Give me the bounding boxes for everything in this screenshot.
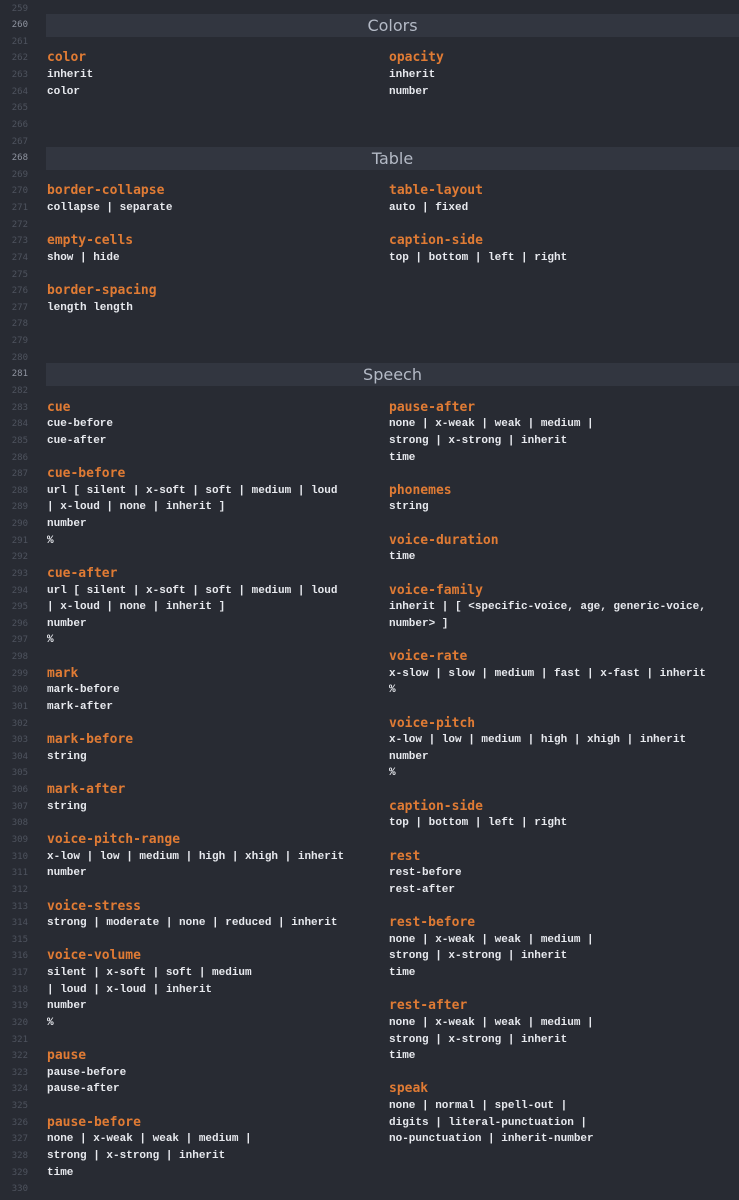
property-value: cue-before xyxy=(47,418,114,431)
line-number: 324 xyxy=(11,1084,28,1095)
property-name: voice-pitch xyxy=(389,715,476,731)
section-header-speech xyxy=(46,363,739,386)
property-name: speak xyxy=(389,1081,429,1097)
property-value: % xyxy=(389,767,396,780)
property-name: pause xyxy=(47,1048,87,1064)
line-number: 313 xyxy=(11,901,28,912)
line-number: 280 xyxy=(11,352,28,363)
property-name: opacity xyxy=(389,50,444,66)
property-value: strong | x-strong | inherit xyxy=(47,1149,226,1162)
property-name: caption-side xyxy=(389,798,483,814)
line-number: 270 xyxy=(11,186,28,197)
property-value: number xyxy=(47,1000,87,1013)
property-value: number xyxy=(389,750,429,763)
property-value: | x-loud | none | inherit ] xyxy=(47,601,226,614)
line-number: 301 xyxy=(11,701,28,712)
line-number: 326 xyxy=(11,1117,28,1128)
property-value: inherit | [ <specific-voice, age, generic-voice, xyxy=(389,601,706,614)
section-header-colors xyxy=(46,14,739,37)
property-value: x-low | low | medium | high | xhigh | inherit xyxy=(47,850,345,863)
property-value: number xyxy=(389,85,429,98)
property-value: | loud | x-loud | inherit xyxy=(47,983,213,996)
line-number: 315 xyxy=(11,934,28,945)
line-number: 297 xyxy=(11,635,28,646)
property-value: strong | moderate | none | reduced | inherit xyxy=(47,917,338,930)
property-value: length length xyxy=(47,301,133,314)
property-value: silent | x-soft | soft | medium xyxy=(47,967,252,980)
line-number: 296 xyxy=(11,618,28,629)
property-name: color xyxy=(47,50,87,66)
property-name: mark-after xyxy=(47,782,126,798)
line-number: 303 xyxy=(11,735,28,746)
line-number: 275 xyxy=(11,269,28,280)
line-number: 286 xyxy=(11,452,28,463)
property-value: url [ silent | x-soft | soft | medium | loud xyxy=(47,484,338,497)
property-value: string xyxy=(389,501,429,514)
section-header-table xyxy=(46,147,739,170)
property-value: none | x-weak | weak | medium | xyxy=(389,1016,594,1029)
line-number: 299 xyxy=(11,668,28,679)
line-number: 292 xyxy=(11,552,28,563)
property-value: x-low | low | medium | high | xhigh | inherit xyxy=(389,734,687,747)
line-number: 290 xyxy=(11,519,28,530)
property-value: time xyxy=(389,551,416,564)
property-value: string xyxy=(47,750,87,763)
property-name: table-layout xyxy=(389,183,483,199)
line-number: 321 xyxy=(11,1034,28,1045)
line-number: 281 xyxy=(11,369,28,380)
line-number: 306 xyxy=(11,785,28,796)
line-number: 287 xyxy=(11,469,28,480)
line-number: 317 xyxy=(11,968,28,979)
line-number: 310 xyxy=(11,851,28,862)
property-value: cue-after xyxy=(47,434,107,447)
line-number: 309 xyxy=(11,835,28,845)
property-name: border-collapse xyxy=(47,183,165,199)
line-number: 265 xyxy=(11,103,28,114)
property-value: show | hide xyxy=(47,251,120,264)
line-number: 304 xyxy=(11,751,28,762)
property-value: time xyxy=(389,451,416,464)
property-value: string xyxy=(47,800,87,813)
property-name: phonemes xyxy=(389,482,452,498)
line-number: 276 xyxy=(11,286,28,297)
line-number: 261 xyxy=(11,36,28,47)
property-value: none | normal | spell-out | xyxy=(389,1100,568,1113)
property-value: % xyxy=(389,684,396,697)
property-name: pause-after xyxy=(389,399,476,415)
property-value: rest-after xyxy=(389,883,456,896)
line-number: 318 xyxy=(11,984,28,995)
property-value: rest-before xyxy=(389,867,462,880)
line-number: 308 xyxy=(11,818,28,829)
line-number: 285 xyxy=(11,435,28,446)
line-number: 284 xyxy=(11,419,28,430)
property-value: % xyxy=(47,1016,54,1029)
property-name: rest xyxy=(389,848,421,864)
property-name: voice-duration xyxy=(389,532,499,548)
property-value: none | x-weak | weak | medium | xyxy=(389,418,594,431)
property-value: number xyxy=(47,518,87,531)
property-value: inherit xyxy=(389,69,436,82)
line-number: 268 xyxy=(11,153,28,164)
property-value: time xyxy=(47,1166,74,1179)
line-number: 294 xyxy=(11,585,28,596)
property-value: strong | x-strong | inherit xyxy=(389,950,568,963)
property-value: no-punctuation | inherit-number xyxy=(389,1133,594,1146)
line-number: 322 xyxy=(11,1051,28,1062)
property-value: top | bottom | left | right xyxy=(389,251,568,264)
property-name: cue-before xyxy=(47,466,126,482)
line-number: 312 xyxy=(11,884,28,895)
property-value: mark-before xyxy=(47,684,120,697)
line-number: 316 xyxy=(11,951,28,962)
property-value: strong | x-strong | inherit xyxy=(389,434,568,447)
property-name: mark-before xyxy=(47,732,134,748)
line-number: 273 xyxy=(11,236,28,247)
line-number: 277 xyxy=(11,302,28,313)
line-number: 291 xyxy=(11,535,28,546)
line-number: 288 xyxy=(11,485,28,496)
property-value: color xyxy=(47,85,81,98)
property-value: mark-after xyxy=(47,700,114,713)
property-name: voice-family xyxy=(389,582,483,598)
property-value: time xyxy=(389,967,416,980)
line-number: 328 xyxy=(11,1150,28,1161)
property-value: top | bottom | left | right xyxy=(389,817,568,830)
line-number: 271 xyxy=(11,203,28,214)
line-number: 262 xyxy=(11,53,28,64)
property-value: collapse | separate xyxy=(47,202,173,215)
line-number: 264 xyxy=(11,86,28,97)
line-number: 300 xyxy=(11,685,28,696)
property-value: | x-loud | none | inherit ] xyxy=(47,501,226,514)
line-number: 293 xyxy=(11,568,28,579)
line-number: 267 xyxy=(11,136,28,147)
property-value: number xyxy=(47,867,87,880)
property-name: caption-side xyxy=(389,233,483,249)
line-number: 259 xyxy=(11,3,28,14)
line-number: 323 xyxy=(11,1067,28,1078)
property-name: rest-after xyxy=(389,998,468,1014)
line-number: 305 xyxy=(11,768,28,779)
line-number: 329 xyxy=(11,1167,28,1178)
section-title: Table xyxy=(371,148,414,168)
property-value: % xyxy=(47,534,54,547)
line-number: 272 xyxy=(11,219,28,230)
line-number: 325 xyxy=(11,1101,28,1112)
property-name: border-spacing xyxy=(47,283,157,299)
line-number: 279 xyxy=(11,336,28,347)
line-number: 314 xyxy=(11,918,28,929)
property-value: inherit xyxy=(47,69,94,82)
property-value: none | x-weak | weak | medium | xyxy=(389,933,594,946)
line-number: 260 xyxy=(11,20,28,31)
property-value: none | x-weak | weak | medium | xyxy=(47,1133,252,1146)
property-value: x-slow | slow | medium | fast | x-fast | inherit xyxy=(389,667,706,680)
property-name: voice-volume xyxy=(47,948,141,964)
property-name: rest-before xyxy=(389,915,476,931)
property-value: pause-before xyxy=(47,1066,127,1079)
property-value: number xyxy=(47,617,87,630)
line-number: 295 xyxy=(11,602,28,613)
line-number: 327 xyxy=(11,1134,28,1145)
property-name: pause-before xyxy=(47,1114,141,1130)
property-value: url [ silent | x-soft | soft | medium | loud xyxy=(47,584,338,597)
line-number: 330 xyxy=(11,1184,28,1195)
line-number: 298 xyxy=(11,652,28,663)
property-name: voice-stress xyxy=(47,898,141,914)
line-number: 320 xyxy=(11,1017,28,1028)
property-name: cue-after xyxy=(47,565,118,581)
property-value: pause-after xyxy=(47,1083,120,1096)
property-value: number> ] xyxy=(389,617,449,630)
property-name: voice-pitch-range xyxy=(47,832,181,847)
line-number: 307 xyxy=(11,801,28,812)
line-number: 302 xyxy=(11,718,28,729)
property-value: auto | fixed xyxy=(389,202,469,215)
line-number: 266 xyxy=(11,119,28,130)
property-name: cue xyxy=(47,399,71,415)
property-name: voice-rate xyxy=(389,649,468,665)
line-number: 274 xyxy=(11,252,28,263)
property-name: mark xyxy=(47,665,79,681)
line-number: 311 xyxy=(11,868,28,879)
line-number-gutter xyxy=(0,0,32,1200)
line-number: 263 xyxy=(11,70,28,81)
line-number: 289 xyxy=(11,502,28,513)
line-number: 283 xyxy=(11,402,28,413)
property-value: digits | literal-punctuation | xyxy=(389,1116,588,1129)
property-value: strong | x-strong | inherit xyxy=(389,1033,568,1046)
section-title: Colors xyxy=(367,15,418,35)
line-number: 278 xyxy=(11,319,28,330)
property-value: time xyxy=(389,1050,416,1063)
line-number: 282 xyxy=(11,385,28,396)
property-name: empty-cells xyxy=(47,233,134,249)
line-number: 269 xyxy=(11,169,28,180)
property-value: % xyxy=(47,634,54,647)
line-number: 319 xyxy=(11,1001,28,1012)
section-title: Speech xyxy=(363,365,422,385)
